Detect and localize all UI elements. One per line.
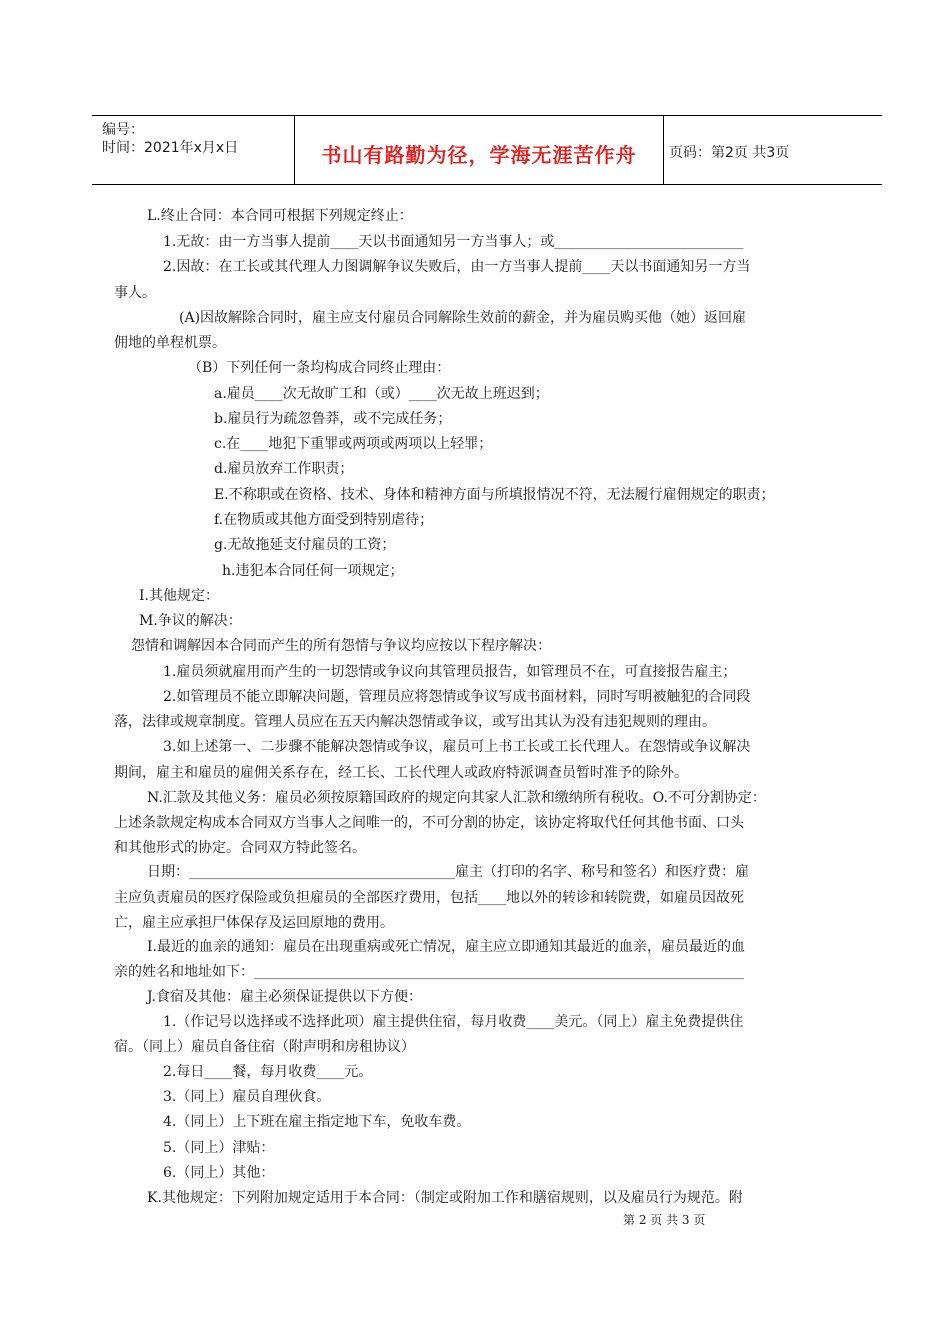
body-line: (A)因故解除合同时，雇主应支付雇员合同解除生效前的薪金，并为雇员购买他（她）返回雇 bbox=[179, 310, 747, 326]
body-line: 宿。（同上）雇员自备住宿（附声明和房租协议） bbox=[114, 1039, 415, 1055]
list-item: f.在物质或其他方面受到特别虐待； bbox=[214, 512, 434, 528]
header-motto-cell bbox=[294, 116, 664, 184]
list-item: g.无故拖延支付雇员的工资； bbox=[214, 537, 396, 553]
body-line: 1.（作记号以选择或不选择此项）雇主提供住宿，每月收费____美元。（同上）雇主免费提供住 bbox=[163, 1014, 744, 1030]
list-item: a.雇员____次无故旷工和（或）____次无故上班迟到； bbox=[214, 386, 549, 402]
body-line: 上述条款规定构成本合同双方当事人之间唯一的，不可分割的协定，该协定将取代任何其他书面、口头 bbox=[114, 815, 744, 831]
body-line: 1.无故：由一方当事人提前____天以书面通知另一方当事人；或___________________________ bbox=[163, 234, 744, 250]
list-item: 6.（同上）其他： bbox=[163, 1165, 275, 1181]
list-item: 2.每日____餐，每月收费____元。 bbox=[163, 1064, 373, 1080]
section-m-heading: M.争议的解决： bbox=[139, 613, 242, 629]
body-line: 亲的姓名和地址如下：______________________________________________________________________ bbox=[114, 964, 744, 980]
body-line: I.最近的血亲的通知：雇员在出现重病或死亡情况，雇主应立即通知其最近的血亲，雇员最近的血 bbox=[147, 939, 745, 955]
section-k-heading: K.其他规定：下列附加规定适用于本合同：（制定或附加工作和膳宿规则，以及雇员行为规范。附 bbox=[147, 1190, 743, 1206]
body-line: 主应负责雇员的医疗保险或负担雇员的全部医疗费用，包括____地以外的转诊和转院费，如雇员因故死 bbox=[114, 890, 744, 906]
section-i-heading: I.其他规定： bbox=[139, 588, 219, 604]
body-line: 1.雇员须就雇用而产生的一切怨情或争议向其管理员报告，如管理员不在，可直接报告雇主； bbox=[163, 664, 737, 680]
page-footer: 第 2 页 共 3 页 bbox=[623, 1213, 706, 1227]
list-item: b.雇员行为疏忽鲁莽，或不完成任务； bbox=[214, 411, 452, 427]
section-l-heading: L.终止合同：本合同可根据下列规定终止： bbox=[147, 208, 413, 224]
section-n-heading: N.汇款及其他义务：雇员必须按原籍国政府的规定向其家人汇款和缴纳所有税收。O.不可分割协定： bbox=[147, 790, 766, 806]
body-line: 2.如管理员不能立即解决问题，管理员应将怨情或争议写成书面材料，同时写明被触犯的合同段 bbox=[163, 689, 751, 705]
list-item: 4.（同上）上下班在雇主指定地下车，免收车费。 bbox=[163, 1114, 471, 1130]
body-line: 和其他形式的协定。合同双方特此签名。 bbox=[114, 840, 366, 856]
body-line: 2.因故：在工长或其代理人力图调解争议失败后，由一方当事人提前____天以书面通知另一方当 bbox=[163, 259, 751, 275]
body-line: （B）下列任何一条均构成合同终止理由： bbox=[188, 360, 451, 376]
motto-text: 书山有路勤为径，学海无涯苦作舟 bbox=[321, 143, 637, 167]
body-line: 怨情和调解因本合同而产生的所有怨情与争议均应按以下程序解决： bbox=[131, 638, 551, 654]
body-line: 佣地的单程机票。 bbox=[114, 335, 226, 351]
list-item: h.违犯本合同任何一项规定； bbox=[222, 563, 404, 579]
list-item: E.不称职或在资格、技术、身体和精神方面与所填报情况不符，无法履行雇佣规定的职责； bbox=[214, 487, 775, 503]
body-line: 事人。 bbox=[114, 285, 156, 301]
header-page-number: 页码：第2页 共3页 bbox=[669, 145, 790, 161]
list-item: c.在____地犯下重罪或两项或两项以上轻罪； bbox=[214, 436, 493, 452]
body-line: 期间，雇主和雇员的雇佣关系存在，经工长、工长代理人或政府特派调查员暂时准予的除外。 bbox=[114, 765, 688, 781]
body-line: 亡，雇主应承担尸体保存及运回原地的费用。 bbox=[114, 915, 394, 931]
body-line: 落，法律或规章制度。管理人员应在五天内解决怨情或争议，或写出其认为没有违犯规则的理由。 bbox=[114, 714, 716, 730]
body-line: 3.如上述第一、二步骤不能解决怨情或争议，雇员可上书工长或工长代理人。在怨情或争议解决 bbox=[163, 739, 751, 755]
list-item: 5.（同上）津贴： bbox=[163, 1140, 275, 1156]
header-meta-cell bbox=[92, 116, 294, 184]
page-header bbox=[92, 115, 882, 185]
document-code-label: 编号： bbox=[102, 122, 144, 138]
body-line: 日期：______________________________________雇主（打印的名字、称号和签名）和医疗费：雇 bbox=[147, 864, 749, 880]
header-page-cell bbox=[663, 116, 882, 184]
section-j-heading: J.食宿及其他：雇主必须保证提供以下方便： bbox=[147, 989, 422, 1005]
document-time-label: 时间：2021年x月x日 bbox=[102, 140, 239, 156]
list-item: d.雇员放弃工作职责； bbox=[214, 461, 354, 477]
list-item: 3.（同上）雇员自理伙食。 bbox=[163, 1089, 331, 1105]
